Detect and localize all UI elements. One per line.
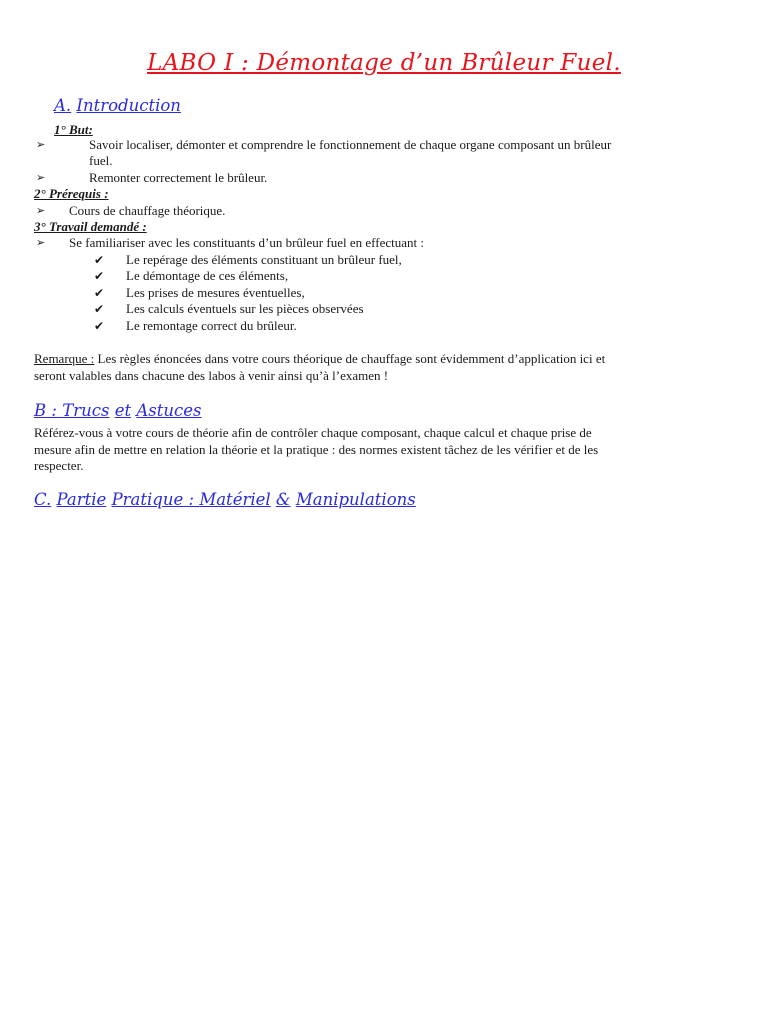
prerequis-label: 2° Prérequis :: [34, 186, 109, 201]
remarque-label: Remarque :: [34, 351, 95, 366]
check-bullet-icon: ✔: [94, 319, 105, 333]
but-label: 1° But:: [54, 122, 93, 137]
section-b-word-3: Astuces: [136, 401, 202, 420]
section-b-sep: :: [46, 401, 63, 420]
section-c-heading: [34, 490, 416, 509]
arrow-bullet-icon: ➢: [36, 171, 46, 184]
document-title: LABO I : Démontage d’un Brûleur Fuel.: [147, 50, 621, 76]
check-bullet-icon: ✔: [94, 302, 105, 316]
travail-label: 3° Travail demandé :: [34, 219, 147, 234]
section-c-word-2: Pratique: [111, 490, 184, 509]
section-a-letter: A.: [54, 96, 72, 115]
section-c-letter: C.: [34, 490, 52, 509]
section-b-heading: [34, 401, 201, 420]
section-c-amp: &: [275, 490, 291, 509]
but-item-2: Remonter correctement le brûleur.: [89, 170, 268, 185]
travail-item-1: Le repérage des éléments constituant un brûleur fuel,: [126, 252, 402, 267]
travail-item-4: Les calculs éventuels sur les pièces observées: [126, 301, 364, 316]
check-bullet-icon: ✔: [94, 269, 105, 283]
prerequis-item-1: Cours de chauffage théorique.: [69, 203, 226, 218]
section-b-word-1: Trucs: [62, 401, 110, 420]
section-c-sep: :: [183, 490, 200, 509]
section-a-title: Introduction: [76, 96, 181, 115]
section-b-line-1: Référez-vous à votre cours de théorie afin de contrôler chaque composant, chaque calcul et chaque prise de: [34, 425, 592, 440]
travail-item-2: Le démontage de ces éléments,: [126, 268, 289, 283]
check-bullet-icon: ✔: [94, 286, 105, 300]
travail-item-5: Le remontage correct du brûleur.: [126, 318, 297, 333]
arrow-bullet-icon: ➢: [36, 204, 46, 217]
section-b-word-2: et: [114, 401, 132, 420]
section-b-letter: B: [34, 401, 47, 420]
travail-item-3: Les prises de mesures éventuelles,: [126, 285, 305, 300]
arrow-bullet-icon: ➢: [36, 236, 46, 249]
section-b-line-2: mesure afin de mettre en relation la théorie et la pratique : des normes existent tâchez de les vérifier et de les: [34, 442, 599, 457]
section-a-heading: [54, 96, 181, 115]
remarque-line-2: seront valables dans chacune des labos à venir ainsi qu’à l’examen !: [34, 368, 389, 383]
travail-intro: Se familiariser avec les constituants d’un brûleur fuel en effectuant :: [69, 235, 424, 250]
arrow-bullet-icon: ➢: [36, 138, 46, 151]
remarque-line-1: [34, 351, 605, 368]
section-c-word-1: Partie: [56, 490, 107, 509]
check-bullet-icon: ✔: [94, 253, 105, 267]
section-c-word-4: Manipulations: [295, 490, 416, 509]
but-item-1-cont: fuel.: [89, 153, 113, 168]
remarque-text: Les règles énoncées dans votre cours théorique de chauffage sont évidemment d’application ici et: [94, 351, 606, 366]
section-b-line-3: respecter.: [34, 458, 84, 473]
section-c-word-3: Matériel: [199, 490, 271, 509]
but-item-1: Savoir localiser, démonter et comprendre le fonctionnement de chaque organe composant un brûleur: [89, 137, 612, 152]
